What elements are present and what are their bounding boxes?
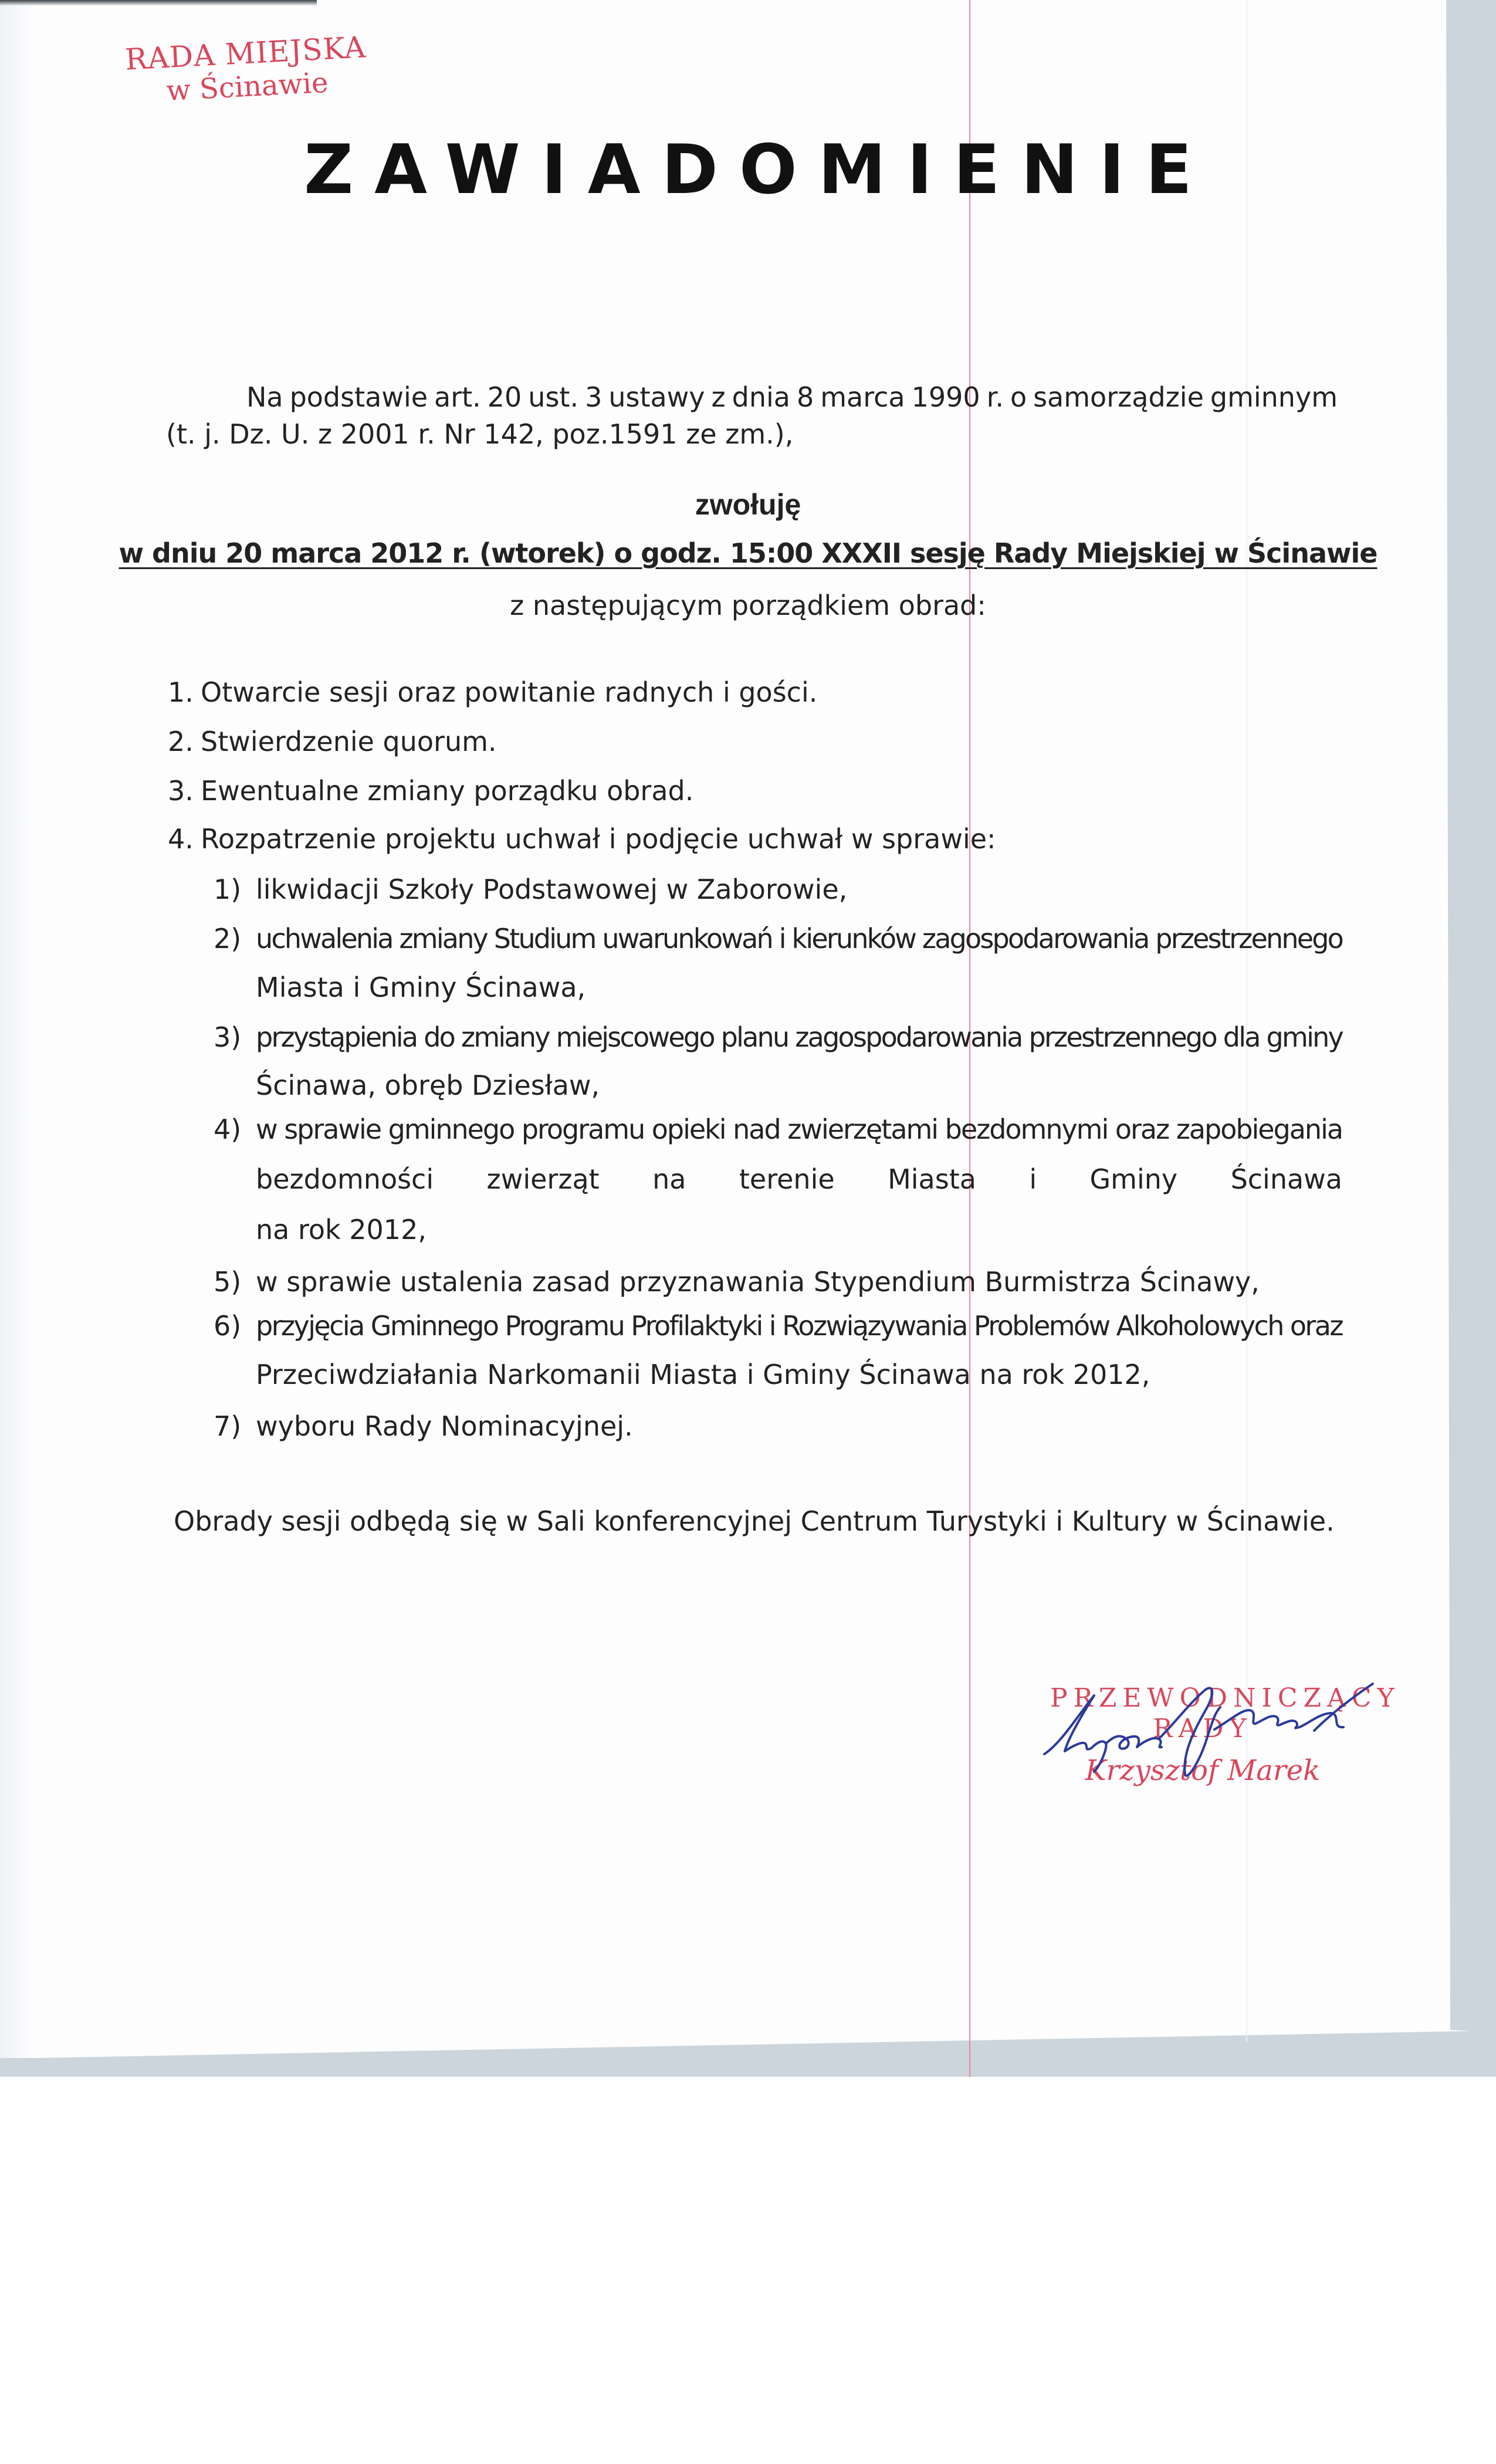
resolution-number: 1) [214, 874, 242, 905]
handwritten-signature [1038, 1678, 1400, 1778]
agenda-item [168, 823, 1341, 855]
agenda-item-number: 4. [168, 823, 194, 855]
agenda-item [168, 774, 1341, 807]
session-details: w dniu 20 marca 2012 r. (wtorek) o godz. 15:00 XXXII sesję Rady Miejskiej w Ścinawie [119, 537, 1377, 569]
venue-note: Obrady sesji odbędą się w Sali konferencyjnej Centrum Turystyki i Kultury w Ścinawie. [174, 1505, 1335, 1537]
agenda-intro: z następującym porządkiem obrad: [510, 590, 986, 621]
resolution-text-line: w sprawie ustalenia zasad przyznawania Stypendium Burmistrza Ścinawy, [256, 1266, 1260, 1298]
resolution-item [214, 1410, 1346, 1443]
resolution-text-line: bezdomności zwierząt na terenie Miasta i Gminy Ścinawa [256, 1163, 1342, 1195]
intro-line-2: (t. j. Dz. U. z 2001 r. Nr 142, poz.1591 ze zm.), [166, 418, 794, 450]
agenda-item [168, 676, 1341, 709]
signature-stroke [1159, 1688, 1220, 1775]
resolution-text-line: likwidacji Szkoły Podstawowej w Zaborowie, [256, 874, 848, 905]
resolution-item [214, 1309, 1346, 1342]
resolution-text-line: wyboru Rady Nominacyjnej. [256, 1410, 633, 1442]
agenda-item-text: Otwarcie sesji oraz powitanie radnych i gości. [201, 676, 818, 708]
resolution-text-line: na rok 2012, [256, 1214, 427, 1245]
council-stamp [116, 30, 377, 110]
page-edge-shading [0, 0, 35, 2058]
scan-shadow [0, 0, 317, 6]
agenda-item [168, 725, 1341, 758]
resolution-text-line: przystąpienia do zmiany miejscowego planu zagospodarowania przestrzennego dla gminy [256, 1021, 1342, 1053]
resolution-item [214, 873, 1346, 906]
resolution-item [214, 1113, 1346, 1146]
resolution-number: 5) [214, 1266, 242, 1298]
document-title: ZAWIADOMIENIE [304, 130, 1213, 209]
resolution-number: 7) [214, 1410, 242, 1442]
agenda-item-number: 3. [168, 775, 194, 807]
resolution-text-line: Ścinawa, obręb Dziesław, [256, 1069, 600, 1101]
chairman-stamp-role-line2: RADY [1153, 1714, 1253, 1744]
chairman-stamp-name: Krzysztof Marek [1085, 1754, 1321, 1787]
agenda-item-text: Rozpatrzenie projektu uchwał i podjęcie uchwał w sprawie: [201, 823, 996, 855]
resolution-number: 6) [214, 1310, 242, 1342]
agenda-item-text: Ewentualne zmiany porządku obrad. [201, 775, 694, 807]
agenda-item-number: 1. [168, 676, 194, 708]
resolution-item [214, 922, 1346, 955]
resolution-number: 4) [214, 1113, 242, 1145]
resolution-number: 2) [214, 923, 242, 955]
agenda-item-number: 2. [168, 726, 194, 757]
agenda-item-text: Stwierdzenie quorum. [201, 726, 497, 757]
intro-line-1: Na podstawie art. 20 ust. 3 ustawy z dnia 8 marca 1990 r. o samorządzie gminnym [246, 381, 1338, 413]
signature-stroke [1214, 1684, 1373, 1731]
resolution-number: 3) [214, 1021, 242, 1053]
resolution-text-line: Miasta i Gminy Ścinawa, [256, 972, 586, 1003]
council-stamp-line2: w Ścinawie [165, 66, 329, 108]
signature-stroke [1044, 1695, 1162, 1772]
resolution-text-line: Przeciwdziałania Narkomanii Miasta i Gminy Ścinawa na rok 2012, [256, 1359, 1150, 1390]
council-stamp-line1: RADA MIEJSKA [124, 30, 367, 77]
convene-verb: zwołuję [695, 488, 801, 521]
resolution-text-line: przyjęcia Gminnego Programu Profilaktyki i Rozwiązywania Problemów Alkoholowych oraz [256, 1310, 1342, 1342]
resolution-item [214, 1265, 1346, 1298]
resolution-text-line: w sprawie gminnego programu opieki nad zwierzętami bezdomnymi oraz zapobiegania [256, 1113, 1342, 1145]
chairman-stamp-role-line1: PRZEWODNICZĄCY [1050, 1683, 1400, 1713]
resolution-item [214, 1021, 1346, 1054]
resolution-text-line: uchwalenia zmiany Studium uwarunkowań i kierunków zagospodarowania przestrzennego [256, 923, 1342, 955]
